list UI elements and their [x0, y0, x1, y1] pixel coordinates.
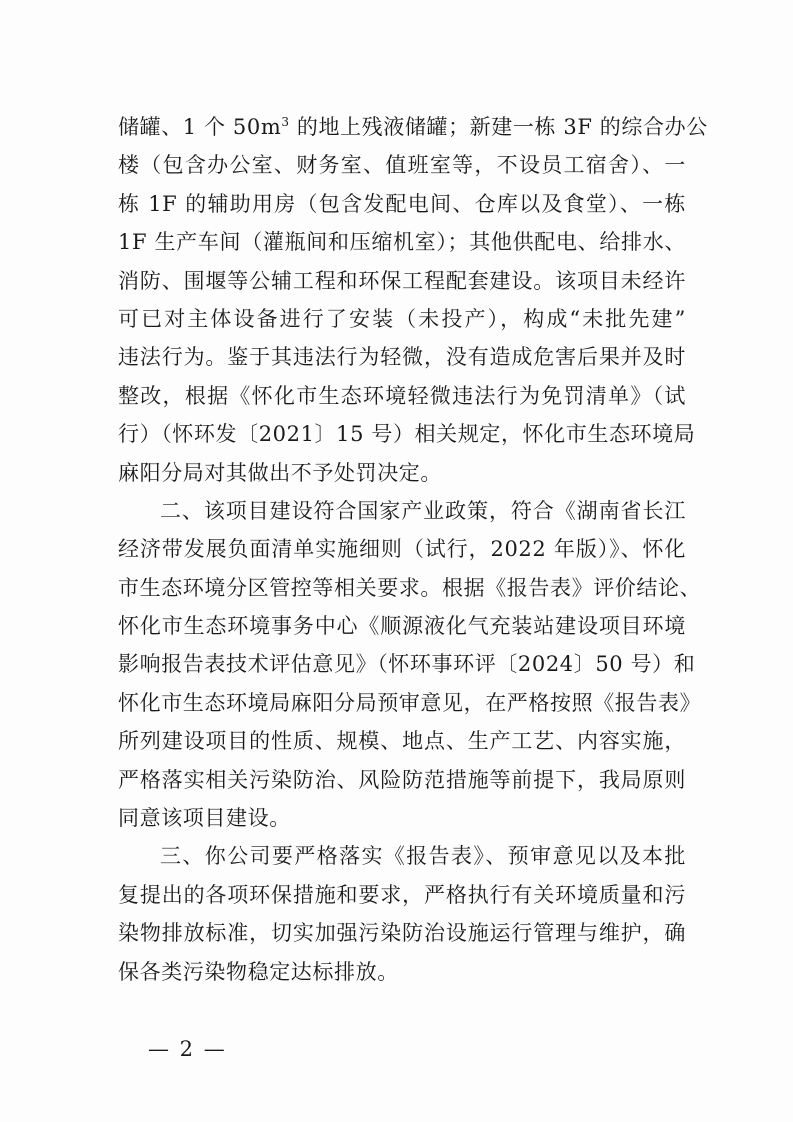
paragraph-1-line-5: 消防、围堰等公辅工程和环保工程配套建设。该项目未经许 [118, 268, 686, 293]
paragraph-3-line-2: 复提出的各项环保措施和要求，严格执行有关环境质量和污 [118, 882, 686, 907]
paragraph-1-line-7: 违法行为。鉴于其违法行为轻微，没有造成危害后果并及时 [118, 345, 686, 370]
paragraph-2-line-3: 市生态环境分区管控等相关要求。根据《报告表》评价结论、 [118, 575, 702, 600]
paragraph-1-line-1 [118, 108, 708, 146]
paragraph-2-line-8: 严格落实相关污染防治、风险防范措施等前提下，我局原则 [118, 767, 686, 792]
paragraph-1-line-6: 可已对主体设备进行了安装（未投产），构成“未批先建” [118, 306, 686, 331]
superscript-cubed: 3 [281, 115, 290, 129]
paragraph-2-line-7: 所列建设项目的性质、规模、地点、生产工艺、内容实施， [118, 729, 686, 754]
paragraph-1-line-10: 麻阳分局对其做出不予处罚决定。 [118, 460, 442, 485]
paragraph-2-line-6: 怀化市生态环境局麻阳分局预审意见，在严格按照《报告表》 [118, 690, 702, 715]
paragraph-3-line-4: 保各类污染物稳定达标排放。 [118, 959, 399, 984]
paragraph-2-line-1: 二、该项目建设符合国家产业政策，符合《湖南省长江 [160, 498, 686, 523]
paragraph-3-line-3: 染物排放标准，切实加强污染防治设施运行管理与维护，确 [118, 921, 686, 946]
paragraph-2-line-4: 怀化市生态环境事务中心《顺源液化气充装站建设项目环境 [118, 614, 686, 639]
paragraph-2-line-5: 影响报告表技术评估意见》（怀环事环评〔2024〕50 号）和 [118, 652, 696, 677]
paragraph-1-line-1-text: 储罐、1 个 50m [118, 115, 282, 139]
document-body [118, 108, 708, 991]
paragraph-2 [118, 492, 702, 838]
paragraph-1-line-2: 楼（包含办公室、财务室、值班室等，不设员工宿舍）、一 [118, 153, 686, 178]
paragraph-3-line-1: 三、你公司要严格落实《报告表》、预审意见以及本批 [160, 844, 686, 869]
paragraph-2-line-2: 经济带发展负面清单实施细则（试行，2022 年版）》、怀化 [118, 537, 686, 562]
paragraph-1 [118, 108, 708, 492]
paragraph-2-line-9: 同意该项目建设。 [118, 806, 291, 831]
paragraph-1-line-8: 整改，根据《怀化市生态环境轻微违法行为免罚清单》（试 [118, 383, 686, 408]
paragraph-1-line-4: 1F 生产车间（灌瓶间和压缩机室）；其他供配电、给排水、 [118, 230, 686, 255]
paragraph-1-line-1-rest: 的地上残液储罐；新建一栋 3F 的综合办公 [289, 115, 708, 139]
paragraph-3 [118, 837, 686, 991]
paragraph-1-line-9: 行）（怀环发〔2021〕15 号）相关规定，怀化市生态环境局 [118, 422, 696, 447]
page-number: — 2 — [148, 1037, 227, 1061]
paragraph-1-line-3: 栋 1F 的辅助用房（包含发配电间、仓库以及食堂）、一栋 [118, 191, 686, 216]
